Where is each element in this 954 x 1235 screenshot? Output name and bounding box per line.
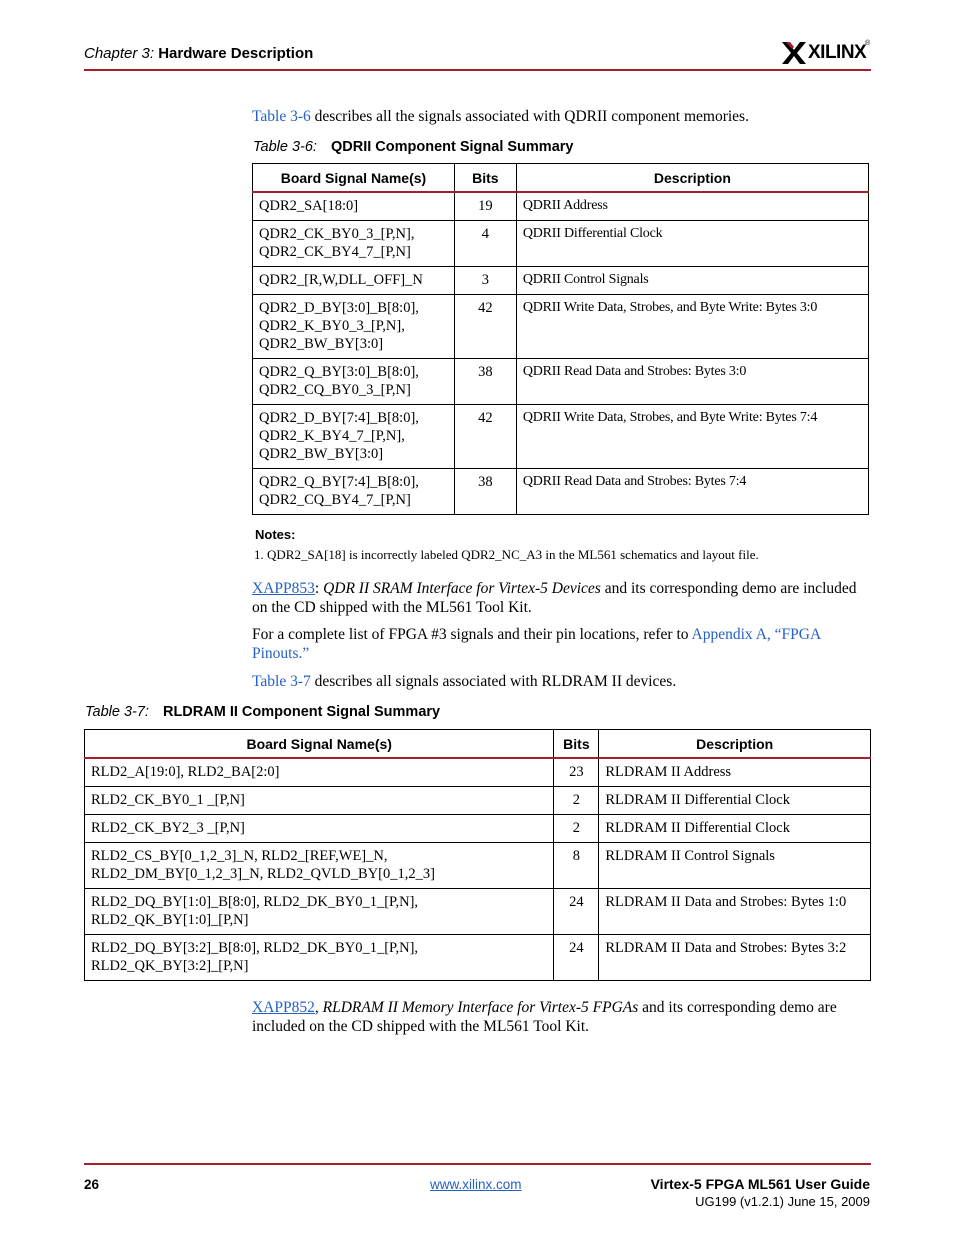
caption-title: RLDRAM II Component Signal Summary [162, 704, 441, 720]
chapter-title: Hardware Description [158, 45, 314, 62]
bits-cell: 23 [554, 758, 599, 787]
signal-name-cell: QDR2_SA[18:0] [253, 192, 455, 221]
signal-name-cell: QDR2_Q_BY[7:4]_B[8:0], QDR2_CQ_BY4_7_[P,N] [253, 469, 455, 515]
column-header: Description [516, 164, 868, 193]
signal-name-cell: RLD2_DQ_BY[3:2]_B[8:0], RLD2_DK_BY0_1_[P,N], RLD2_QK_BY[3:2]_[P,N] [85, 935, 554, 981]
table-row [253, 469, 869, 515]
link-xapp853[interactable]: XAPP853 [252, 580, 315, 597]
table-row [85, 787, 871, 815]
description-cell: QDRII Write Data, Strobes, and Byte Write: Bytes 7:4 [516, 405, 868, 469]
intro-table-3-6 [252, 107, 872, 126]
signal-name-cell: RLD2_CS_BY[0_1,2_3]_N, RLD2_[REF,WE]_N, RLD2_DM_BY[0_1,2_3]_N, RLD2_QVLD_BY[0_1,2_3] [85, 843, 554, 889]
page-number: 26 [84, 1177, 100, 1192]
table-row [253, 295, 869, 359]
column-header: Bits [454, 164, 516, 193]
description-cell: QDRII Write Data, Strobes, and Byte Write: Bytes 3:0 [516, 295, 868, 359]
table-row [253, 267, 869, 295]
logo-registered-mark: ® [865, 40, 871, 47]
signal-name-cell: RLD2_CK_BY0_1 _[P,N] [85, 787, 554, 815]
link-table-3-7[interactable]: Table 3-7 [252, 673, 311, 690]
column-header: Bits [554, 730, 599, 759]
description-cell: RLDRAM II Differential Clock [599, 815, 871, 843]
table-header-row [85, 730, 871, 759]
description-cell: QDRII Differential Clock [516, 221, 868, 267]
xapp853-text: and its corresponding demo are included on the CD shipped with the ML561 Tool Kit. [252, 580, 857, 616]
column-header: Board Signal Name(s) [85, 730, 554, 759]
bits-cell: 2 [554, 815, 599, 843]
signal-name-cell: RLD2_A[19:0], RLD2_BA[2:0] [85, 758, 554, 787]
bits-cell: 8 [554, 843, 599, 889]
description-cell: QDRII Control Signals [516, 267, 868, 295]
description-cell: RLDRAM II Control Signals [599, 843, 871, 889]
table-row [253, 405, 869, 469]
table-row [253, 192, 869, 221]
table-3-7 [84, 729, 871, 981]
header-rule [84, 69, 871, 71]
bits-cell: 38 [454, 359, 516, 405]
table-row [85, 889, 871, 935]
table-body [253, 192, 869, 515]
signal-name-cell: QDR2_Q_BY[3:0]_B[8:0], QDR2_CQ_BY0_3_[P,N] [253, 359, 455, 405]
caption-number: Table 3-6: [253, 139, 317, 155]
table-row [253, 221, 869, 267]
notes-heading: Notes: [255, 527, 296, 542]
xapp853-title: QDR II SRAM Interface for Virtex-5 Devices [323, 580, 601, 597]
bits-cell: 4 [454, 221, 516, 267]
bits-cell: 19 [454, 192, 516, 221]
table-3-6-caption [253, 139, 573, 155]
table-header-row [253, 164, 869, 193]
bits-cell: 2 [554, 787, 599, 815]
pinouts-paragraph [252, 625, 872, 663]
xapp852-paragraph [252, 998, 872, 1036]
bits-cell: 24 [554, 935, 599, 981]
caption-title: QDRII Component Signal Summary [330, 139, 574, 155]
intro-table-3-7-text: describes all signals associated with RLDRAM II devices. [310, 673, 677, 690]
footer-doc-title: Virtex-5 FPGA ML561 User Guide [650, 1176, 870, 1192]
table-3-6 [252, 163, 869, 515]
note-1: 1. QDR2_SA[18] is incorrectly labeled QDR2_NC_A3 in the ML561 schematics and layout file. [254, 547, 759, 562]
table-row [253, 359, 869, 405]
xapp852-text: and its corresponding demo are included on the CD shipped with the ML561 Tool Kit. [252, 999, 837, 1035]
chapter-label: Chapter 3: [84, 45, 155, 62]
signal-name-cell: RLD2_DQ_BY[1:0]_B[8:0], RLD2_DK_BY0_1_[P,N], RLD2_QK_BY[1:0]_[P,N] [85, 889, 554, 935]
table-row [85, 815, 871, 843]
table-row [85, 843, 871, 889]
bits-cell: 24 [554, 889, 599, 935]
bits-cell: 38 [454, 469, 516, 515]
xapp852-title: RLDRAM II Memory Interface for Virtex-5 FPGAs [322, 999, 639, 1016]
pinouts-text: For a complete list of FPGA #3 signals and their pin locations, refer to [252, 626, 692, 643]
table-3-7-caption [85, 704, 440, 720]
signal-name-cell: QDR2_CK_BY0_3_[P,N], QDR2_CK_BY4_7_[P,N] [253, 221, 455, 267]
intro-table-3-6-text: describes all the signals associated with QDRII component memories. [310, 108, 749, 125]
xapp853-separator: : [314, 580, 324, 597]
bits-cell: 3 [454, 267, 516, 295]
table-row [85, 935, 871, 981]
caption-number: Table 3-7: [85, 704, 149, 720]
description-cell: RLDRAM II Data and Strobes: Bytes 1:0 [599, 889, 871, 935]
signal-name-cell: QDR2_[R,W,DLL_OFF]_N [253, 267, 455, 295]
description-cell: QDRII Read Data and Strobes: Bytes 3:0 [516, 359, 868, 405]
description-cell: RLDRAM II Address [599, 758, 871, 787]
intro-table-3-7 [252, 672, 872, 691]
signal-name-cell: QDR2_D_BY[3:0]_B[8:0], QDR2_K_BY0_3_[P,N], QDR2_BW_BY[3:0] [253, 295, 455, 359]
table-body [85, 758, 871, 981]
description-cell: RLDRAM II Differential Clock [599, 787, 871, 815]
description-cell: QDRII Address [516, 192, 868, 221]
bits-cell: 42 [454, 405, 516, 469]
signal-name-cell: RLD2_CK_BY2_3 _[P,N] [85, 815, 554, 843]
link-table-3-6[interactable]: Table 3-6 [252, 108, 311, 125]
bits-cell: 42 [454, 295, 516, 359]
footer-doc-revision: UG199 (v1.2.1) June 15, 2009 [695, 1194, 870, 1209]
footer-rule [84, 1163, 871, 1165]
running-header [84, 45, 313, 62]
column-header: Board Signal Name(s) [253, 164, 455, 193]
signal-name-cell: QDR2_D_BY[7:4]_B[8:0], QDR2_K_BY4_7_[P,N], QDR2_BW_BY[3:0] [253, 405, 455, 469]
xilinx-mark-icon [781, 40, 807, 66]
xilinx-logo [781, 40, 873, 68]
link-appendix-a[interactable]: Appendix A, “FPGA Pinouts.” [252, 626, 821, 662]
description-cell: QDRII Read Data and Strobes: Bytes 7:4 [516, 469, 868, 515]
description-cell: RLDRAM II Data and Strobes: Bytes 3:2 [599, 935, 871, 981]
table-row [85, 758, 871, 787]
link-xapp852[interactable]: XAPP852 [252, 999, 315, 1016]
xapp852-separator: , [314, 999, 323, 1016]
footer-url-link[interactable]: www.xilinx.com [430, 1177, 522, 1192]
column-header: Description [599, 730, 871, 759]
xapp853-paragraph [252, 579, 872, 617]
logo-wordmark: XILINX [808, 42, 867, 63]
